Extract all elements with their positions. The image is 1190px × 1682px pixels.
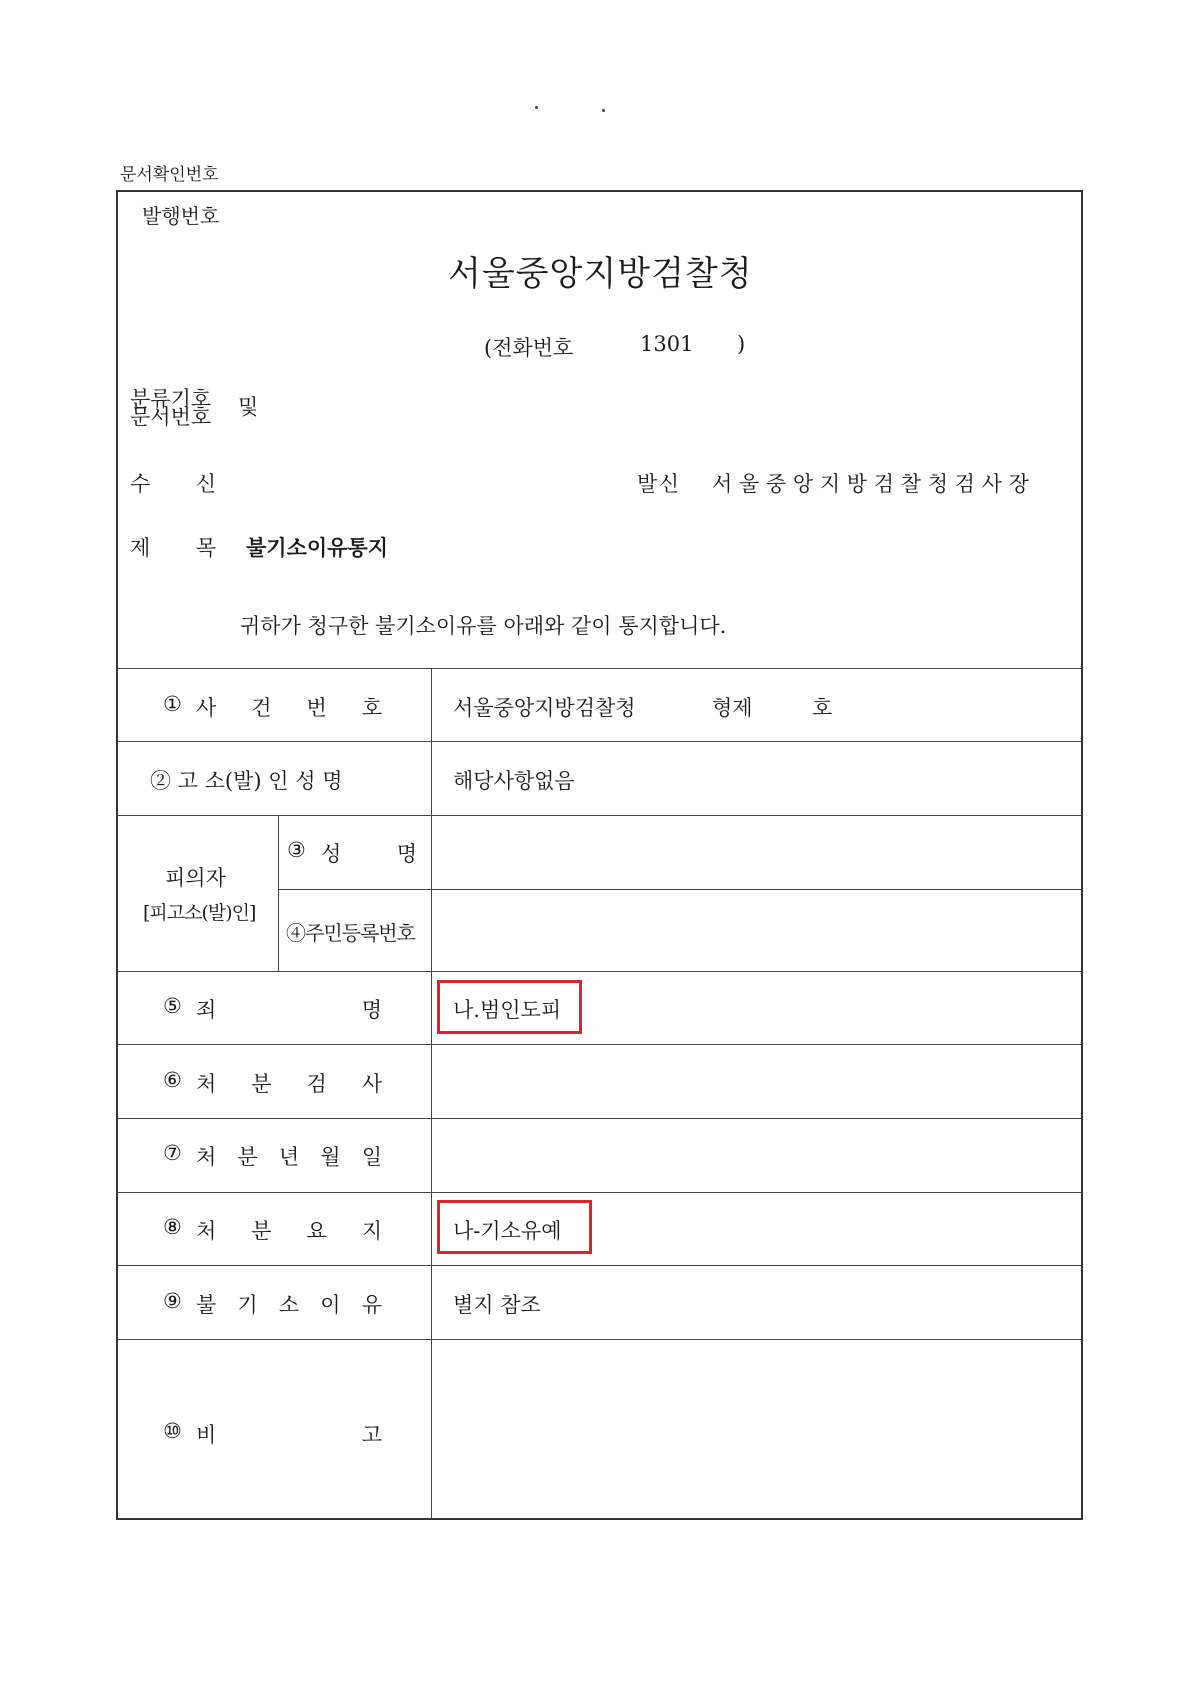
table-col-divider [431,668,432,1519]
case-no-label: 사 건 번 호 [196,696,382,720]
issue-no-label: 발행번호 [142,204,220,228]
table-divider [117,741,1082,742]
recipient-label: 수 신 [130,472,216,496]
reason-value: 별지 참조 [453,1293,541,1317]
case-no-num: ① [163,692,182,716]
suspect-group-sublabel: [피고소(발)인] [143,902,256,924]
class-no-and: 및 [238,395,259,419]
offense-label: 죄 명 [196,998,382,1022]
table-divider [117,668,1082,669]
case-no-type: 형제 [712,696,753,720]
agency-title: 서울중앙지방검찰청 [448,254,753,294]
remarks-label: 비 고 [196,1423,382,1447]
complainant-label: ② 고 소(발) 인 성 명 [150,769,343,793]
reason-label: 불 기 소 이 유 [196,1293,382,1317]
offense-value: 나.범인도피 [453,998,562,1022]
reason-num: ⑨ [163,1289,182,1313]
offense-num: ⑤ [163,994,182,1018]
suspect-group-label: 피의자 [165,866,226,890]
name-num: ③ [287,838,306,862]
notice-form [116,190,1083,1520]
complainant-value: 해당사항없음 [453,769,575,793]
table-divider [278,889,1082,890]
phone-number: 1301 [640,332,694,356]
disposition-num: ⑧ [163,1215,182,1239]
table-divider [117,1339,1082,1340]
case-no-suffix: 호 [812,696,833,720]
case-no-value: 서울중앙지방검찰청 [453,696,636,720]
table-divider [117,1192,1082,1193]
sender-label: 발 신 [637,472,679,496]
class-no-label: 분류기호 문서번호 [130,387,212,429]
sender-value: 서 울 중 앙 지 방 검 찰 청 검 사 장 [712,472,1029,496]
table-col-divider [278,815,279,971]
prosecutor-num: ⑥ [163,1068,182,1092]
resident-no-label: ④주민등록번호 [286,921,415,945]
table-divider [117,815,1082,816]
disposition-label: 처 분 요 지 [196,1219,382,1243]
date-num: ⑦ [163,1141,182,1165]
table-divider [117,1265,1082,1266]
table-divider [117,1118,1082,1119]
speck [602,109,605,112]
phone-label: (전화번호 [484,336,574,360]
subject-label: 제 목 [130,536,216,560]
intro-text: 귀하가 청구한 불기소이유를 아래와 같이 통지합니다. [240,614,727,638]
table-divider [117,1044,1082,1045]
date-label: 처 분 년 월 일 [196,1145,382,1169]
speck [535,106,538,109]
subject-value: 불기소이유통지 [246,535,389,560]
table-divider [117,971,1082,972]
name-label: 성 명 [321,842,417,866]
disposition-value: 나-기소유예 [453,1219,562,1243]
phone-close: ) [737,332,746,356]
prosecutor-label: 처 분 검 사 [196,1072,382,1096]
remarks-num: ⑩ [163,1419,182,1443]
doc-confirm-label: 문서확인번호 [120,165,219,185]
